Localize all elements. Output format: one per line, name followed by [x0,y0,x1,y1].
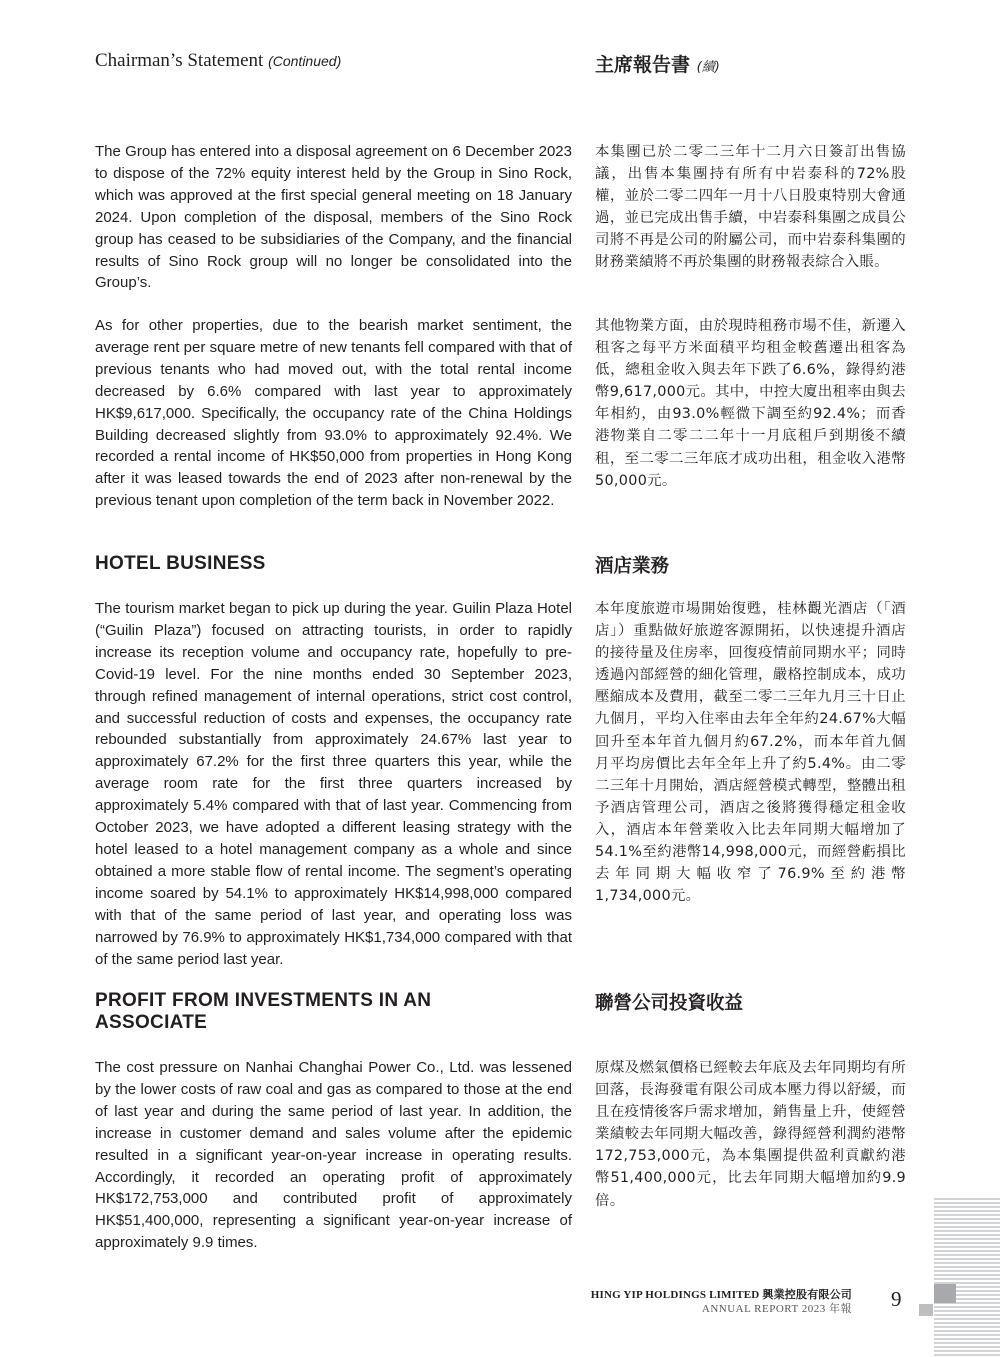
page-header-zh [595,50,720,77]
zh-paragraph-sino-rock: 本集團已於二零二三年十二月六日簽訂出售協議，出售本集團持有所有中岩泰科的72%股權，並於二零二四年一月十八日股東特別大會通過，並已完成出售手續，中岩泰科集團之成員公司將不再是公司的附屬公司，而中岩泰科集團的財務業績將不再於集團的財務報表綜合入賬。 [595,144,906,271]
en-paragraph-hotel: The tourism market began to pick up during the year. Guilin Plaza Hotel (“Guilin Plaza”) focused on attracting tourists, in order to rapidly increase its reception volume and occupancy rate, hopefully to pre-Covid-19 level. For the nine months ended 30 September 2023, through refined management of internal operations, strict cost control, and successful reduction of costs and expenses, the occupancy rate rebounded substantially from approximately 24.67% last year to approximately 67.2% for the first three quarters this year, while the average room rate for the first three quarters increased by approximately 5.4% compared with that of last year. Commencing from October 2023, we have adopted a different leasing strategy with the hotel leased to a hotel management company as a whole and since obtained a more stable flow of rental income. The segment’s operating income soared by 54.1% to approximately HK$14,998,000 compared with that of the same period of last year, and operating loss was narrowed by 76.9% to approximately HK$1,734,000 compared with that of the same period last year. [95,600,572,968]
header-continued-en: (Continued) [268,53,342,69]
footer-report-title: ANNUAL REPORT 2023 年報 [701,1303,852,1315]
en-paragraph-other-properties: As for other properties, due to the bearish market sentiment, the average rent per square metre of new tenants fell compared with that of previous tenants who had moved out, with the total rental income decreased by 6.6% compared with last year to approximately HK$9,617,000. Specifically, the occupancy rate of the China Holdings Building decreased slightly from 93.0% to approximately 92.4%. We recorded a rental income of HK$50,000 from properties in Hong Kong after it was leased towards the end of 2023 after non-renewal by the previous tenant upon completion of the term back in November 2022. [95,317,572,510]
page-header-en [95,50,341,72]
decorative-square-small [919,1304,933,1316]
en-paragraph-sino-rock: The Group has entered into a disposal agreement on 6 December 2023 to dispose of the 72% equity interest held by the Group in Sino Rock, which was approved at the first special general meeting on 18 January 2024. Upon completion of the disposal, members of the Sino Rock group has ceased to be subsidiaries of the Company, and the financial results of Sino Rock group will no longer be consolidated into the Group’s. [95,143,572,292]
page-number: 9 [891,1287,902,1311]
header-continued-zh: (續) [696,60,720,75]
header-title-en: Chairman’s Statement [95,50,264,71]
en-paragraph-associate: The cost pressure on Nanhai Changhai Power Co., Ltd. was lessened by the lower costs of raw coal and gas as compared to those at the end of last year and during the same period of last year. In addition, the increase in customer demand and sales volume after the epidemic resulted in a significant year-on-year increase in operating results. Accordingly, it recorded an operating profit of approximately HK$172,753,000 and contributed profit of approximately HK$51,400,000, representing a significant year-on-year increase of approximately 9.9 times. [95,1059,572,1252]
decorative-square-large [934,1284,956,1303]
footer-company-name: HING YIP HOLDINGS LIMITED 興業控股有限公司 [590,1289,852,1301]
heading-associate-zh: 聯營公司投資收益 [595,993,744,1014]
header-title-zh: 主席報告書 [595,54,691,76]
zh-paragraph-other-properties: 其他物業方面，由於現時租務市場不佳，新遷入租客之每平方米面積平均租金較舊遷出租客為低，總租金收入與去年下跌了6.6%，錄得約港幣9,617,000元。其中，中控大廈出租率由與去年相約，由93.0%輕微下調至約92.4%；而香港物業自二零二二年十一月底租戶到期後不續租，至二零二三年底才成功出租，租金收入港幣50,000元。 [595,318,906,489]
heading-hotel-business-en: HOTEL BUSINESS [95,553,266,574]
heading-hotel-business-zh: 酒店業務 [595,556,670,577]
zh-paragraph-hotel: 本年度旅遊市場開始復甦，桂林觀光酒店（「酒店」）重點做好旅遊客源開拓，以快速提升酒店的接待量及住房率，回復疫情前同期水平；同時透過內部經營的細化管理，嚴格控制成本，成功壓縮成本及費用，截至二零二三年九月三十日止九個月，平均入住率由去年全年約24.67%大幅回升至本年首九個月約67.2%，而本年首九個月平均房價比去年全年上升了約5.4%。由二零二三年十月開始，酒店經營模式轉型，整體出租予酒店管理公司，酒店之後將獲得穩定租金收入，酒店本年營業收入比去年同期大幅增加了54.1%至約港幣14,998,000元，而經營虧損比去年同期大幅收窄了76.9%至約港幣1,734,000元。 [595,601,906,905]
zh-paragraph-associate: 原煤及燃氣價格已經較去年底及去年同期均有所回落，長海發電有限公司成本壓力得以舒緩，而且在疫情後客戶需求增加，銷售量上升，使經營業績較去年同期大幅改善，錄得經營利潤約港幣172,753,000元，為本集團提供盈利貢獻約港幣51,400,000元，比去年同期大幅增加約9.9倍。 [595,1060,906,1209]
decorative-stripes [934,1198,1000,1357]
heading-associate-en: PROFIT FROM INVESTMENTS IN AN ASSOCIATE [95,990,432,1033]
